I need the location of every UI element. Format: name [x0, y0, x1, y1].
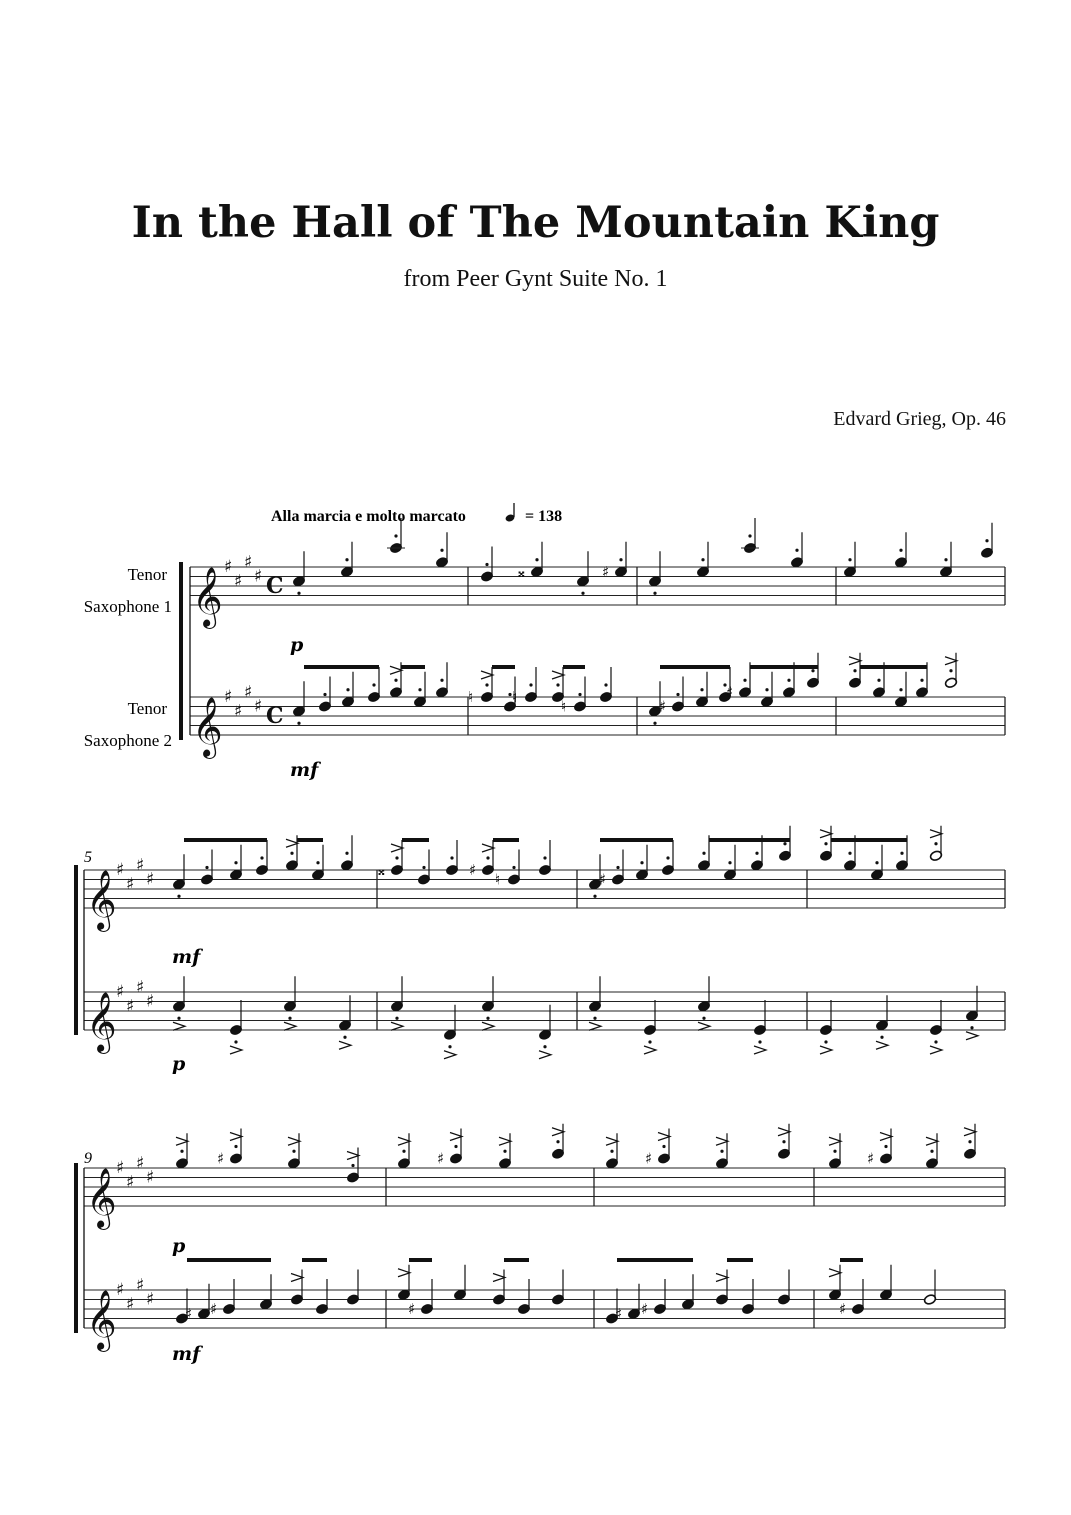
- staccato-dot: [394, 534, 397, 537]
- accent-mark: [829, 1137, 841, 1145]
- staccato-dot: [666, 856, 669, 859]
- accidental-icon: ♯: [217, 1149, 225, 1168]
- accidental-icon: ♯: [599, 870, 607, 889]
- staccato-dot: [290, 852, 293, 855]
- staccato-dot: [422, 866, 425, 869]
- accent-mark: [499, 1137, 511, 1145]
- staccato-dot: [593, 1017, 596, 1020]
- staccato-dot: [345, 852, 348, 855]
- staccato-dot: [848, 852, 851, 855]
- staccato-dot: [604, 683, 607, 686]
- sharp-icon: ♯: [146, 869, 155, 890]
- staccato-dot: [877, 679, 880, 682]
- staccato-dot: [503, 1150, 506, 1153]
- score-title: In the Hall of The Mountain King: [131, 198, 940, 248]
- staccato-dot: [743, 679, 746, 682]
- accent-mark: [945, 657, 957, 665]
- staccato-dot: [556, 1140, 559, 1143]
- accent-mark: [829, 1269, 841, 1277]
- accidental-icon: ♮: [512, 688, 518, 706]
- score-subtitle: from Peer Gynt Suite No. 1: [403, 266, 668, 292]
- dynamic-sax2-system1: mf: [290, 759, 319, 781]
- staccato-dot: [351, 1164, 354, 1167]
- dynamic-sax1-system1: p: [290, 634, 304, 656]
- accent-mark: [444, 1051, 456, 1059]
- staccato-dot: [899, 688, 902, 691]
- accent-mark: [754, 1046, 766, 1054]
- dynamic-sax1-system2: mf: [172, 946, 201, 968]
- staccato-dot: [653, 592, 656, 595]
- accidental-icon: ♯: [469, 861, 477, 879]
- instrument-label-sax2-line1: Tenor: [127, 699, 167, 718]
- staccato-dot: [395, 856, 398, 859]
- staccato-dot: [440, 679, 443, 682]
- instrument-label-sax1-line1: Tenor: [127, 565, 167, 584]
- staccato-dot: [346, 688, 349, 691]
- staccato-dot: [701, 558, 704, 561]
- staccato-dot: [418, 688, 421, 691]
- staff-lines: [76, 562, 1005, 1333]
- staccato-dot: [234, 861, 237, 864]
- staccato-dot: [556, 683, 559, 686]
- measure-number-5: 5: [84, 849, 92, 866]
- staccato-dot: [970, 1026, 973, 1029]
- staccato-dot: [543, 1045, 546, 1048]
- accent-mark: [716, 1274, 728, 1282]
- accent-mark: [552, 1128, 564, 1136]
- accent-mark: [778, 1128, 790, 1136]
- accidental-icon: ♯: [659, 697, 667, 716]
- staccato-dot: [985, 539, 988, 542]
- accent-mark: [347, 1152, 359, 1160]
- accent-mark: [450, 1133, 462, 1141]
- staccato-dot: [765, 688, 768, 691]
- staccato-dot: [343, 1036, 346, 1039]
- instrument-label-sax2-line2: Saxophone 2: [83, 731, 172, 750]
- accent-mark: [820, 830, 832, 838]
- staccato-dot: [920, 679, 923, 682]
- accent-mark: [876, 1041, 888, 1049]
- common-time-icon: C: [266, 703, 284, 729]
- sharp-icon: ♯: [116, 1158, 125, 1178]
- sharp-icon: ♯: [136, 977, 145, 998]
- staccato-dot: [448, 1045, 451, 1048]
- accidental-icon: ♯: [602, 562, 610, 581]
- sharp-icon: ♯: [136, 1153, 145, 1174]
- staccato-dot: [833, 1150, 836, 1153]
- sharp-icon: ♯: [234, 571, 243, 592]
- dynamic-sax2-system2: p: [172, 1053, 186, 1075]
- accent-mark: [539, 1051, 551, 1059]
- accidental-icon: ♯: [726, 683, 734, 702]
- sharp-icon: ♯: [116, 1280, 125, 1300]
- staccato-dot: [440, 549, 443, 552]
- accent-mark: [926, 1137, 938, 1145]
- sharp-icon: ♯: [224, 687, 233, 707]
- staccato-dot: [968, 1140, 971, 1143]
- staccato-dot: [702, 1017, 705, 1020]
- staccato-dot: [297, 722, 300, 725]
- staccato-dot: [234, 1145, 237, 1148]
- accent-mark: [176, 1137, 188, 1145]
- staccato-dot: [934, 842, 937, 845]
- accidental-icon: ♮: [468, 688, 474, 706]
- sharp-icon: ♯: [244, 552, 253, 573]
- staccato-dot: [395, 1017, 398, 1020]
- staccato-dot: [529, 683, 532, 686]
- staccato-dot: [610, 1150, 613, 1153]
- accent-mark: [398, 1269, 410, 1277]
- sharp-icon: ♯: [136, 1275, 145, 1296]
- staccato-dot: [700, 688, 703, 691]
- sharp-icon: ♯: [126, 1294, 135, 1315]
- accidental-icon: ♮: [561, 697, 567, 716]
- staccato-dot: [205, 866, 208, 869]
- sharp-icon: ♯: [136, 855, 145, 876]
- staccato-dot: [372, 683, 375, 686]
- staccato-dot: [795, 549, 798, 552]
- staccato-dot: [177, 895, 180, 898]
- treble-clef-icon: 𝄞: [192, 697, 223, 757]
- staccato-dot: [880, 1036, 883, 1039]
- staccato-dot: [702, 852, 705, 855]
- dynamic-sax2-system3: mf: [172, 1343, 201, 1365]
- notes: [83, 518, 994, 1352]
- staccato-dot: [512, 866, 515, 869]
- staccato-dot: [884, 1145, 887, 1148]
- composer-credit: Edvard Grieg, Op. 46: [833, 408, 1006, 430]
- staccato-dot: [486, 1017, 489, 1020]
- tempo-marking: Alla marcia e molto marcato: [271, 508, 466, 525]
- accent-mark: [589, 1022, 601, 1030]
- sharp-icon: ♯: [244, 682, 253, 703]
- staccato-dot: [648, 1040, 651, 1043]
- measure-number-9: 9: [84, 1150, 92, 1167]
- accent-mark: [606, 1137, 618, 1145]
- accent-mark: [849, 657, 861, 665]
- accidental-icon: ♮: [495, 870, 501, 889]
- accidental-icon: ♯: [615, 1304, 623, 1323]
- staccato-dot: [486, 856, 489, 859]
- staccato-dot: [653, 722, 656, 725]
- accent-mark: [482, 844, 494, 852]
- staccato-dot: [811, 669, 814, 672]
- treble-clef-icon: 𝄞: [192, 567, 223, 627]
- staccato-dot: [234, 1040, 237, 1043]
- sharp-icon: ♯: [146, 991, 155, 1012]
- accidental-icon: ♯: [645, 1149, 653, 1168]
- accent-mark: [930, 1046, 942, 1054]
- staccato-dot: [899, 549, 902, 552]
- staccato-dot: [593, 895, 596, 898]
- sharp-icon: ♯: [254, 566, 263, 587]
- staccato-dot: [297, 592, 300, 595]
- sharp-icon: ♯: [234, 701, 243, 722]
- accidental-icon: ♯: [185, 1304, 193, 1323]
- sharp-icon: ♯: [254, 696, 263, 717]
- staccato-dot: [824, 842, 827, 845]
- staccato-dot: [450, 856, 453, 859]
- staccato-dot: [180, 1150, 183, 1153]
- accent-mark: [658, 1133, 670, 1141]
- staccato-dot: [934, 1040, 937, 1043]
- sharp-icon: ♯: [116, 982, 125, 1002]
- staccato-dot: [824, 1040, 827, 1043]
- accent-mark: [552, 671, 564, 679]
- sharp-icon: ♯: [126, 996, 135, 1017]
- sharp-icon: ♯: [126, 1172, 135, 1193]
- staccato-dot: [755, 852, 758, 855]
- accent-mark: [398, 1137, 410, 1145]
- accidental-icon: ♯: [408, 1300, 416, 1318]
- accent-mark: [230, 1133, 242, 1141]
- staccato-dot: [875, 861, 878, 864]
- staccato-dot: [402, 1150, 405, 1153]
- sharp-icon: ♯: [224, 557, 233, 577]
- accent-mark: [286, 839, 298, 847]
- staccato-dot: [640, 861, 643, 864]
- staccato-dot: [662, 1145, 665, 1148]
- staccato-dot: [260, 856, 263, 859]
- accidental-icon: ♯: [839, 1300, 847, 1318]
- staccato-dot: [848, 558, 851, 561]
- dynamic-sax1-system3: p: [172, 1235, 186, 1257]
- accent-mark: [820, 1046, 832, 1054]
- accent-mark: [288, 1137, 300, 1145]
- accent-mark: [482, 1022, 494, 1030]
- sharp-icon: ♯: [126, 874, 135, 895]
- staccato-dot: [783, 842, 786, 845]
- treble-clef-icon: 𝄞: [86, 1290, 117, 1350]
- staccato-dot: [485, 683, 488, 686]
- accent-mark: [481, 671, 493, 679]
- staccato-dot: [535, 558, 538, 561]
- staccato-dot: [728, 861, 731, 864]
- staccato-dot: [345, 558, 348, 561]
- treble-clef-icon: 𝄞: [86, 1168, 117, 1228]
- staccato-dot: [316, 861, 319, 864]
- accent-mark: [964, 1128, 976, 1136]
- treble-clef-icon: 𝄞: [86, 870, 117, 930]
- accent-mark: [966, 1032, 978, 1040]
- staccato-dot: [944, 558, 947, 561]
- accidental-icon: ♯: [210, 1300, 218, 1318]
- accidental-icon: ♯: [437, 1149, 445, 1168]
- sharp-icon: ♯: [146, 1167, 155, 1188]
- staccato-dot: [394, 679, 397, 682]
- staccato-dot: [676, 693, 679, 696]
- accent-mark: [390, 666, 402, 674]
- staccato-dot: [454, 1145, 457, 1148]
- staccato-dot: [578, 693, 581, 696]
- staccato-dot: [853, 669, 856, 672]
- staccato-dot: [787, 679, 790, 682]
- staccato-dot: [323, 693, 326, 696]
- staccato-dot: [543, 856, 546, 859]
- sharp-icon: ♯: [116, 860, 125, 880]
- common-time-icon: C: [266, 573, 284, 599]
- staccato-dot: [581, 592, 584, 595]
- tempo-value: = 138: [525, 508, 563, 525]
- accidental-icon: 𝄪: [378, 861, 385, 879]
- staccato-dot: [758, 1040, 761, 1043]
- staccato-dot: [292, 1150, 295, 1153]
- staccato-dot: [900, 852, 903, 855]
- staccato-dot: [485, 563, 488, 566]
- accent-mark: [716, 1137, 728, 1145]
- accent-mark: [644, 1046, 656, 1054]
- accent-mark: [880, 1133, 892, 1141]
- accent-mark: [930, 830, 942, 838]
- staccato-dot: [616, 866, 619, 869]
- staccato-dot: [748, 534, 751, 537]
- sharp-icon: ♯: [146, 1289, 155, 1310]
- accent-mark: [291, 1274, 303, 1282]
- treble-clef-icon: 𝄞: [86, 992, 117, 1052]
- staccato-dot: [720, 1150, 723, 1153]
- accent-mark: [230, 1046, 242, 1054]
- staccato-dot: [177, 1017, 180, 1020]
- instrument-label-sax1-line2: Saxophone 1: [83, 597, 172, 616]
- staccato-dot: [288, 1017, 291, 1020]
- accent-mark: [698, 1022, 710, 1030]
- accidental-icon: 𝄪: [518, 562, 525, 581]
- staccato-dot: [782, 1140, 785, 1143]
- accent-mark: [339, 1041, 351, 1049]
- tempo-quarter-note-icon: [505, 503, 516, 523]
- staccato-dot: [930, 1150, 933, 1153]
- accidental-icon: ♯: [867, 1149, 875, 1168]
- accent-mark: [284, 1022, 296, 1030]
- staccato-dot: [949, 669, 952, 672]
- accidental-icon: ♯: [641, 1300, 649, 1318]
- accent-mark: [173, 1022, 185, 1030]
- staccato-dot: [619, 558, 622, 561]
- accent-mark: [493, 1274, 505, 1282]
- accent-mark: [391, 1022, 403, 1030]
- accent-mark: [391, 844, 403, 852]
